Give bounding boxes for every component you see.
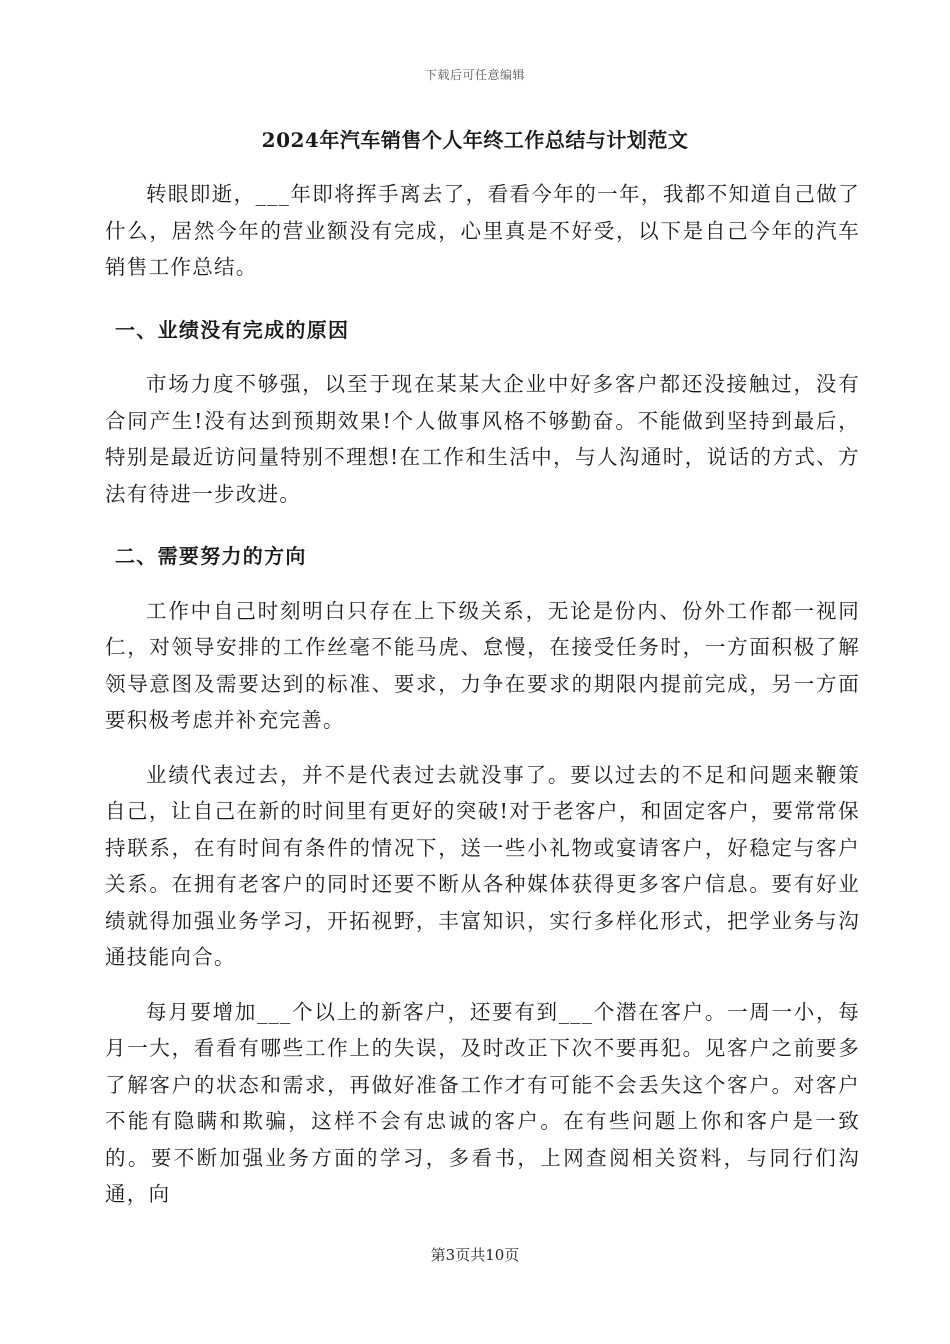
spacer	[105, 530, 860, 538]
paragraph-intro: 转眼即逝，___年即将挥手离去了，看看今年的一年，我都不知道自己做了什么，居然今年的营业额没有完成，心里真是不好受，以下是自己今年的汽车销售工作总结。	[105, 182, 860, 279]
document-title: 2024年汽车销售个人年终工作总结与计划范文	[261, 128, 689, 152]
paragraph-direction-3: 每月要增加___个以上的新客户，还要有到___个潜在客户。一周一小，每月一大，看看有哪些工作上的失误，及时改正下次不要再犯。见客户之前要多了解客户的状态和需求，再做好准备工作才有可能不会丢失这个客户。对客户不能有隐瞒和欺骗，这样不会有忠诚的客户。在有些问题上你和客户是一致的。要不断加强业务方面的学习，多看书，上网查阅相关资料，与同行们沟通，向	[105, 999, 860, 1206]
paragraph-direction-1: 工作中自己时刻明白只存在上下级关系，无论是份内、份外工作都一视同仁，对领导安排的工作丝毫不能马虎、怠慢，在接受任务时，一方面积极了解领导意图及需要达到的标准、要求，力争在要求的期限内提前完成，另一方面要积极考虑并补充完善。	[105, 598, 860, 732]
spacer	[105, 304, 860, 312]
document-body	[105, 176, 860, 1231]
section-heading-2: 二、需要努力的方向	[115, 544, 307, 568]
section-heading-1: 一、业绩没有完成的原因	[115, 317, 350, 342]
page-number-footer: 第3页共10页	[430, 1246, 520, 1264]
paragraph-direction-2: 业绩代表过去，并不是代表过去就没事了。要以过去的不足和问题来鞭策自己，让自己在新的时间里有更好的突破!对于老客户，和固定客户，要常常保持联系，在有时间有条件的情况下，送一些小礼物或宴请客户，好稳定与客户关系。在拥有老客户的同时还要不断从各种媒体获得更多客户信息。要有好业绩就得加强业务学习，开拓视野，丰富知识，实行多样化形式，把学业务与沟通技能向合。	[105, 762, 860, 969]
page-header: 下载后可任意编辑	[424, 68, 525, 82]
paragraph-reasons: 市场力度不够强，以至于现在某某大企业中好多客户都还没接触过，没有合同产生!没有达到预期效果!个人做事风格不够勤奋。不能做到坚持到最后，特别是最近访问量特别不理想!在工作和生活中，与人沟通时，说话的方式、方法有待进一步改进。	[105, 372, 860, 506]
